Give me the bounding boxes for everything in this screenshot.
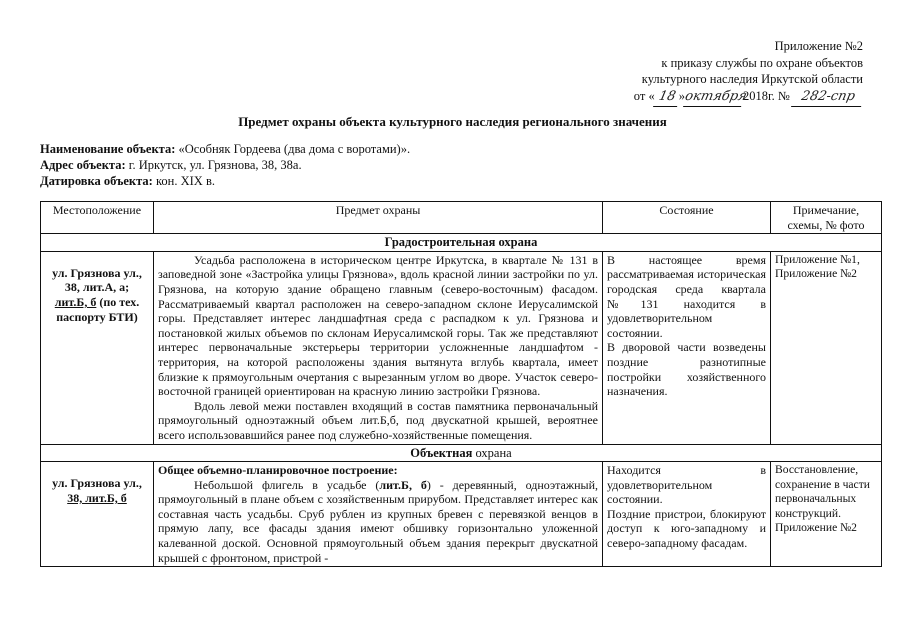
object-date-value: кон. XIX в. — [152, 174, 215, 188]
table-row — [41, 251, 882, 444]
subject-paragraph-2: Вдоль левой межи поставлен входящий в состав памятника первоначальный прямоугольный одноэтажный объем лит.Б,б, под двускатной крышей, вероятнее всего использовавшийся ранее под служебно-хозяйственные помещения. — [158, 398, 598, 442]
section-row-object — [41, 444, 882, 462]
protection-table — [40, 201, 882, 567]
subject-text-start: Небольшой флигель в усадьбе ( — [194, 477, 380, 492]
section-title-object-rest: охрана — [472, 445, 512, 460]
handwritten-month: октября — [683, 89, 745, 107]
object-name-line — [40, 141, 410, 157]
location-a: ул. Грязнова ул., 38, лит.А, а; — [52, 265, 142, 295]
subject-paragraph — [158, 478, 598, 566]
appendix-line-1: Приложение №2 — [774, 39, 863, 53]
appendix-header — [634, 38, 863, 106]
header-subject: Предмет охраны — [154, 202, 603, 234]
handwritten-day: 18 — [653, 89, 681, 107]
subject-text-bold: лит.Б, б — [379, 477, 427, 492]
section-title-object-bold: Объектная — [410, 445, 473, 460]
object-address-value: г. Иркутск, ул. Грязнова, 38, 38а. — [125, 158, 302, 172]
location-b: лит.Б, б — [54, 294, 97, 309]
state-paragraph-1: В настоящее время рассматриваемая историческая городская среда квартала №131 находится в удовлетворительном состоянии. — [607, 252, 766, 340]
section-title-object — [41, 444, 882, 462]
appendix-line-3: культурного наследия Иркутской области — [641, 72, 863, 86]
state-cell — [603, 251, 771, 444]
section-title-urban: Градостроительная охрана — [41, 234, 882, 252]
appendix-line-2: к приказу службы по охране объектов — [661, 55, 863, 70]
location-a: ул. Грязнова ул., — [52, 476, 142, 491]
table-row — [41, 462, 882, 567]
note-cell: Приложение №1, Приложение №2 — [771, 251, 882, 444]
subject-cell — [154, 251, 603, 444]
state-paragraph-2: Поздние пристрои, блокируют доступ к юго-западному и северо-западному фасадам. — [607, 506, 766, 551]
object-date-line — [40, 173, 410, 189]
object-name-label: Наименование объекта: — [40, 142, 176, 156]
object-info — [40, 141, 410, 189]
header-state: Состояние — [603, 202, 771, 234]
state-cell — [603, 462, 771, 567]
note-cell: Восстановление, сохранение в части первоначальных конструкций. Приложение №2 — [771, 462, 882, 567]
object-address-line — [40, 157, 410, 173]
location-c: (по тех. паспорту БТИ) — [56, 294, 140, 324]
date-prefix: от « — [633, 88, 655, 103]
object-name-value: «Особняк Гордеева (два дома с воротами)». — [175, 142, 411, 156]
object-address-label: Адрес объекта: — [40, 158, 126, 172]
date-year: 2018г. № — [742, 88, 790, 103]
location-cell — [41, 251, 154, 444]
subject-text-rest: ) - деревянный, одноэтажный, прямоугольный в плане объем с хозяйственным прирубом. Представляет интерес как составная часть усадьбы. Сруб рублен из крупных бревен с перевязкой венцов в прямую лапу, все фасады здания имеют обшивку горизонтально уложенной калеванной доской. Основной прямоугольный объем здания перекрыт двускатной крышей с фронтоном, пристрой - — [158, 477, 599, 565]
order-date-line — [634, 88, 863, 107]
handwritten-order-number: 282-спр — [791, 89, 865, 107]
state-paragraph-1: Находится в удовлетворительном состоянии. — [607, 463, 766, 507]
table-header-row — [41, 202, 882, 234]
header-note: Примечание, схемы, № фото — [771, 202, 882, 234]
date-mid: » — [678, 88, 685, 103]
header-location: Местоположение — [41, 202, 154, 234]
section-row-urban — [41, 234, 882, 252]
subject-heading: Общее объемно-планировочное построение: — [158, 463, 398, 478]
location-b: 38, лит.Б, б — [67, 490, 127, 505]
subject-cell — [154, 462, 603, 567]
location-cell — [41, 462, 154, 567]
subject-paragraph-1: Усадьба расположена в историческом центре Иркутска, в квартале № 131 в заповедной зоне «Застройка улицы Грязнова», вдоль красной линии застройки по ул. Грязнова, на которую здание обращено главным (северо-восточным) фасадом. Рассматриваемый квартал расположен на северо-западном склоне Иерусалимской горы. Представляет интерес ландшафтная среда с распадком к ул. Грязнова и постановкой жилых объемов по склонам Иерусалимской горы. Так же представляют интерес первоначальные экстерьеры территории усложненные ландшафтом - территория, на которой расположены здания вытянута вглубь квартала, имеет близкие к прямоугольным очертания с вырезанным углом во дворе. Участок северо-восточной границей ориентирован на красную линию застройки Грязнова. — [158, 252, 598, 399]
document-title: Предмет охраны объекта культурного наследия регионального значения — [238, 114, 667, 129]
object-date-label: Датировка объекта: — [40, 174, 153, 188]
state-paragraph-2: В дворовой части возведены поздние разнотипные постройки хозяйственного назначения. — [607, 340, 766, 399]
